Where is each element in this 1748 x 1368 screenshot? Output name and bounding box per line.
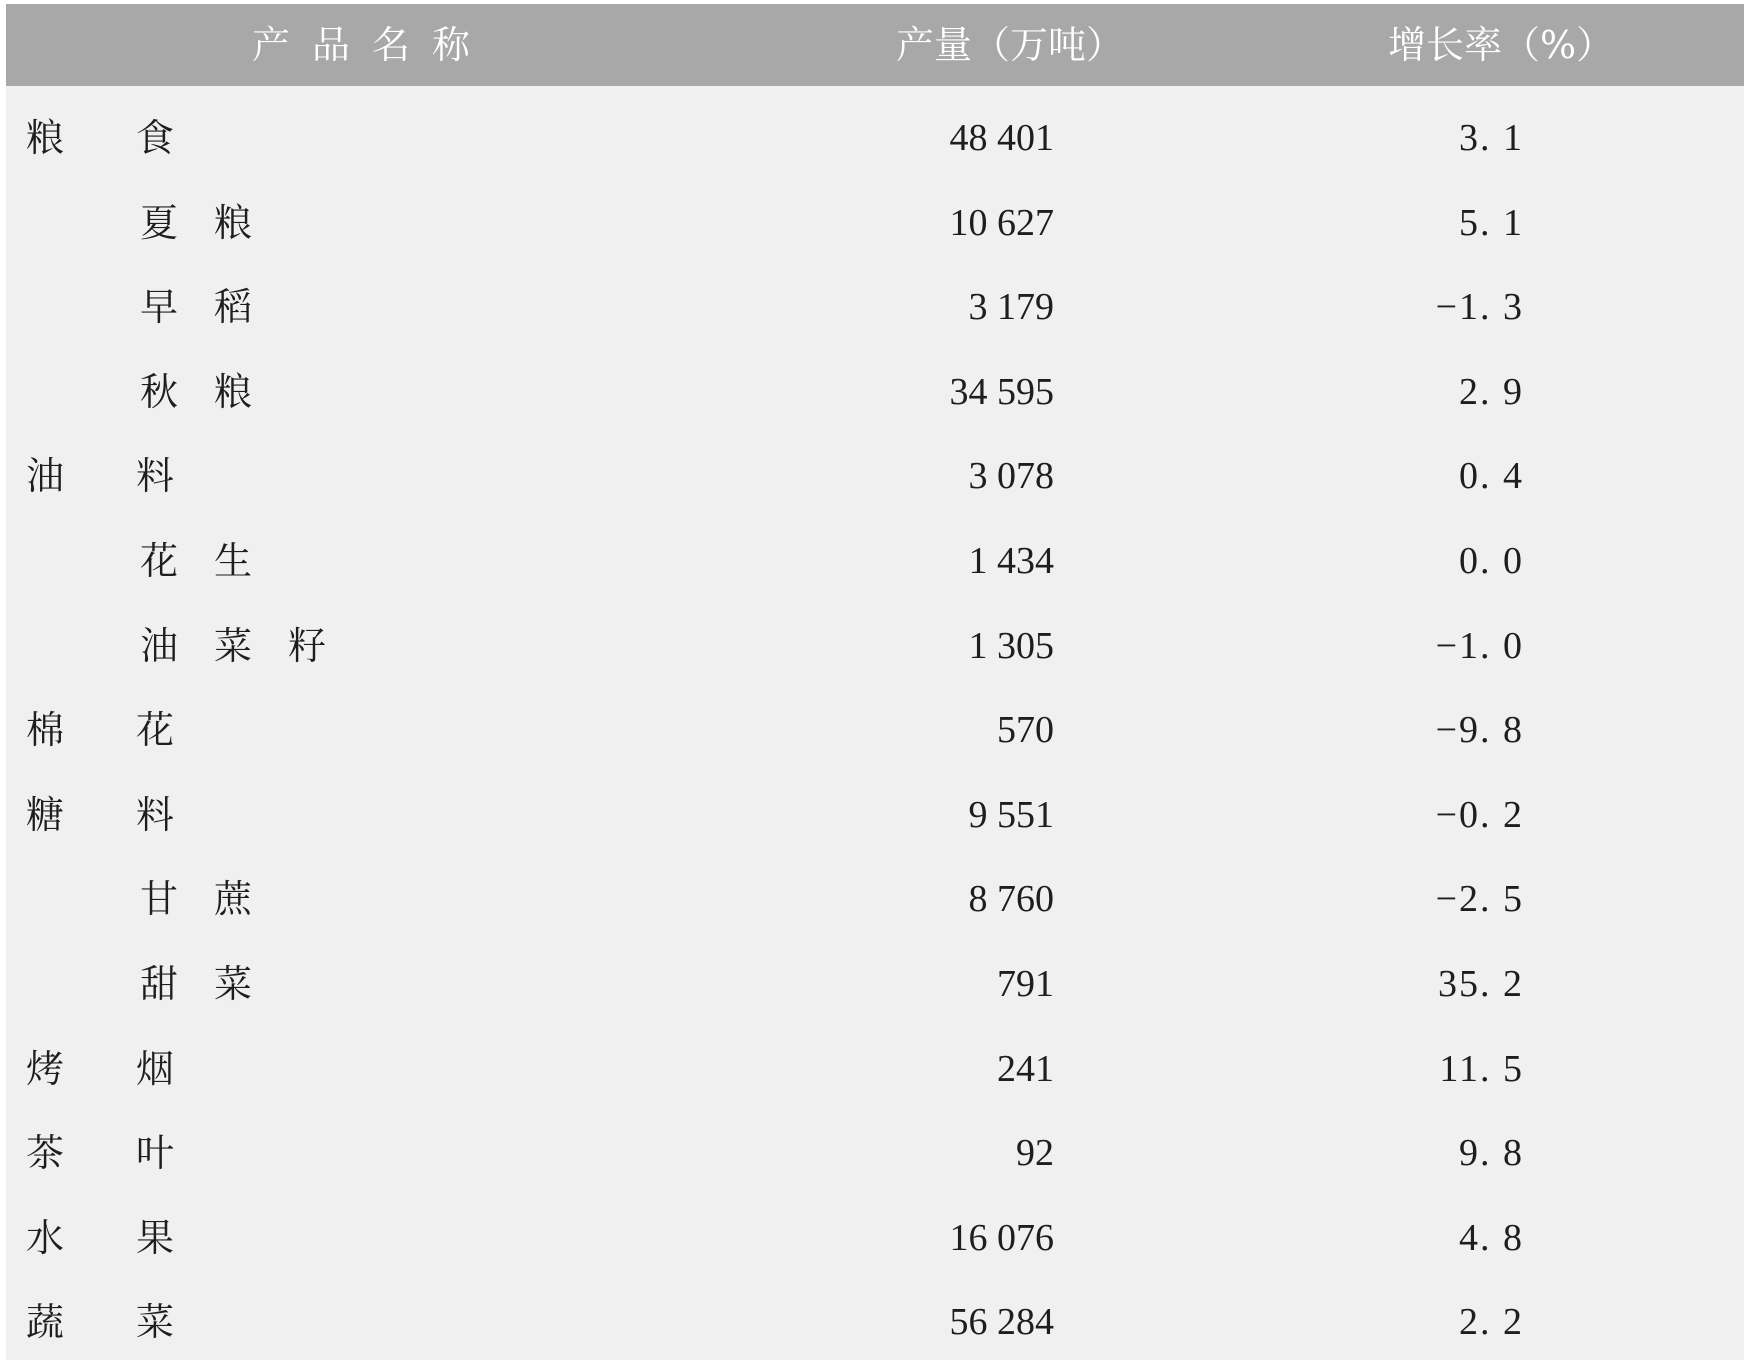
subcategory-label: 秋粮 (140, 369, 289, 414)
category-label: 糖料 (26, 792, 247, 837)
table-row (6, 942, 1744, 1026)
header-growth-rate: 增长率（%） (1388, 23, 1615, 67)
table-row (6, 350, 1744, 434)
table-row (6, 688, 1744, 772)
growth-rate-value: 4. 8 (1459, 1216, 1524, 1259)
table-row (6, 1196, 1744, 1280)
header-output: 产量（万吨） (896, 23, 1125, 67)
growth-rate-value: 0. 4 (1459, 455, 1524, 498)
table-row (6, 181, 1744, 265)
growth-rate-value: 0. 0 (1459, 540, 1524, 582)
table-row (6, 1111, 1744, 1195)
growth-rate-value: 5. 1 (1459, 201, 1524, 244)
growth-rate-value: 2. 2 (1459, 1301, 1524, 1344)
production-table (6, 4, 1744, 1360)
growth-rate-value: 2. 9 (1459, 370, 1524, 413)
growth-rate-value: −0. 2 (1435, 793, 1524, 836)
output-value: 791 (997, 963, 1054, 1005)
growth-rate-value: 11. 5 (1439, 1047, 1524, 1090)
category-label: 水果 (26, 1215, 247, 1260)
output-value: 56 284 (949, 1301, 1054, 1344)
output-value: 10 627 (949, 201, 1054, 244)
table-row (6, 857, 1744, 941)
growth-rate-value: 35. 2 (1438, 963, 1524, 1005)
output-value: 3 179 (968, 286, 1054, 329)
growth-rate-value: 9. 8 (1459, 1132, 1524, 1175)
category-label: 油料 (26, 454, 247, 499)
subcategory-label: 花生 (140, 539, 289, 583)
output-value: 34 595 (949, 370, 1054, 413)
subcategory-label: 早稻 (140, 285, 289, 330)
output-value: 570 (997, 709, 1054, 752)
output-value: 241 (997, 1047, 1054, 1090)
category-label: 粮食 (26, 116, 247, 160)
growth-rate-value: −1. 3 (1435, 286, 1524, 329)
category-label: 烤烟 (26, 1046, 247, 1091)
output-value: 92 (1016, 1132, 1054, 1175)
subcategory-label: 甘蔗 (140, 877, 289, 922)
output-value: 16 076 (949, 1216, 1054, 1259)
output-value: 1 434 (968, 540, 1054, 582)
table-row (6, 604, 1744, 688)
table-row (6, 265, 1744, 349)
subcategory-label: 甜菜 (140, 962, 289, 1006)
output-value: 3 078 (968, 455, 1054, 498)
category-label: 棉花 (26, 708, 247, 753)
growth-rate-value: 3. 1 (1459, 117, 1524, 159)
output-value: 8 760 (968, 878, 1054, 921)
output-value: 9 551 (968, 793, 1054, 836)
growth-rate-value: −1. 0 (1435, 624, 1524, 667)
subcategory-label: 油菜籽 (140, 623, 363, 668)
table-row (6, 434, 1744, 518)
table-row (6, 96, 1744, 180)
output-value: 1 305 (968, 624, 1054, 667)
table-row (6, 519, 1744, 603)
growth-rate-value: −2. 5 (1435, 878, 1524, 921)
output-value: 48 401 (949, 117, 1054, 159)
growth-rate-value: −9. 8 (1435, 709, 1524, 752)
category-label: 蔬菜 (26, 1300, 247, 1345)
table-header (6, 4, 1744, 86)
table-row (6, 773, 1744, 857)
subcategory-label: 夏粮 (140, 200, 289, 245)
header-product-name: 产品名称 (252, 23, 493, 67)
table-row (6, 1280, 1744, 1364)
category-label: 茶叶 (26, 1131, 247, 1176)
table-row (6, 1027, 1744, 1111)
